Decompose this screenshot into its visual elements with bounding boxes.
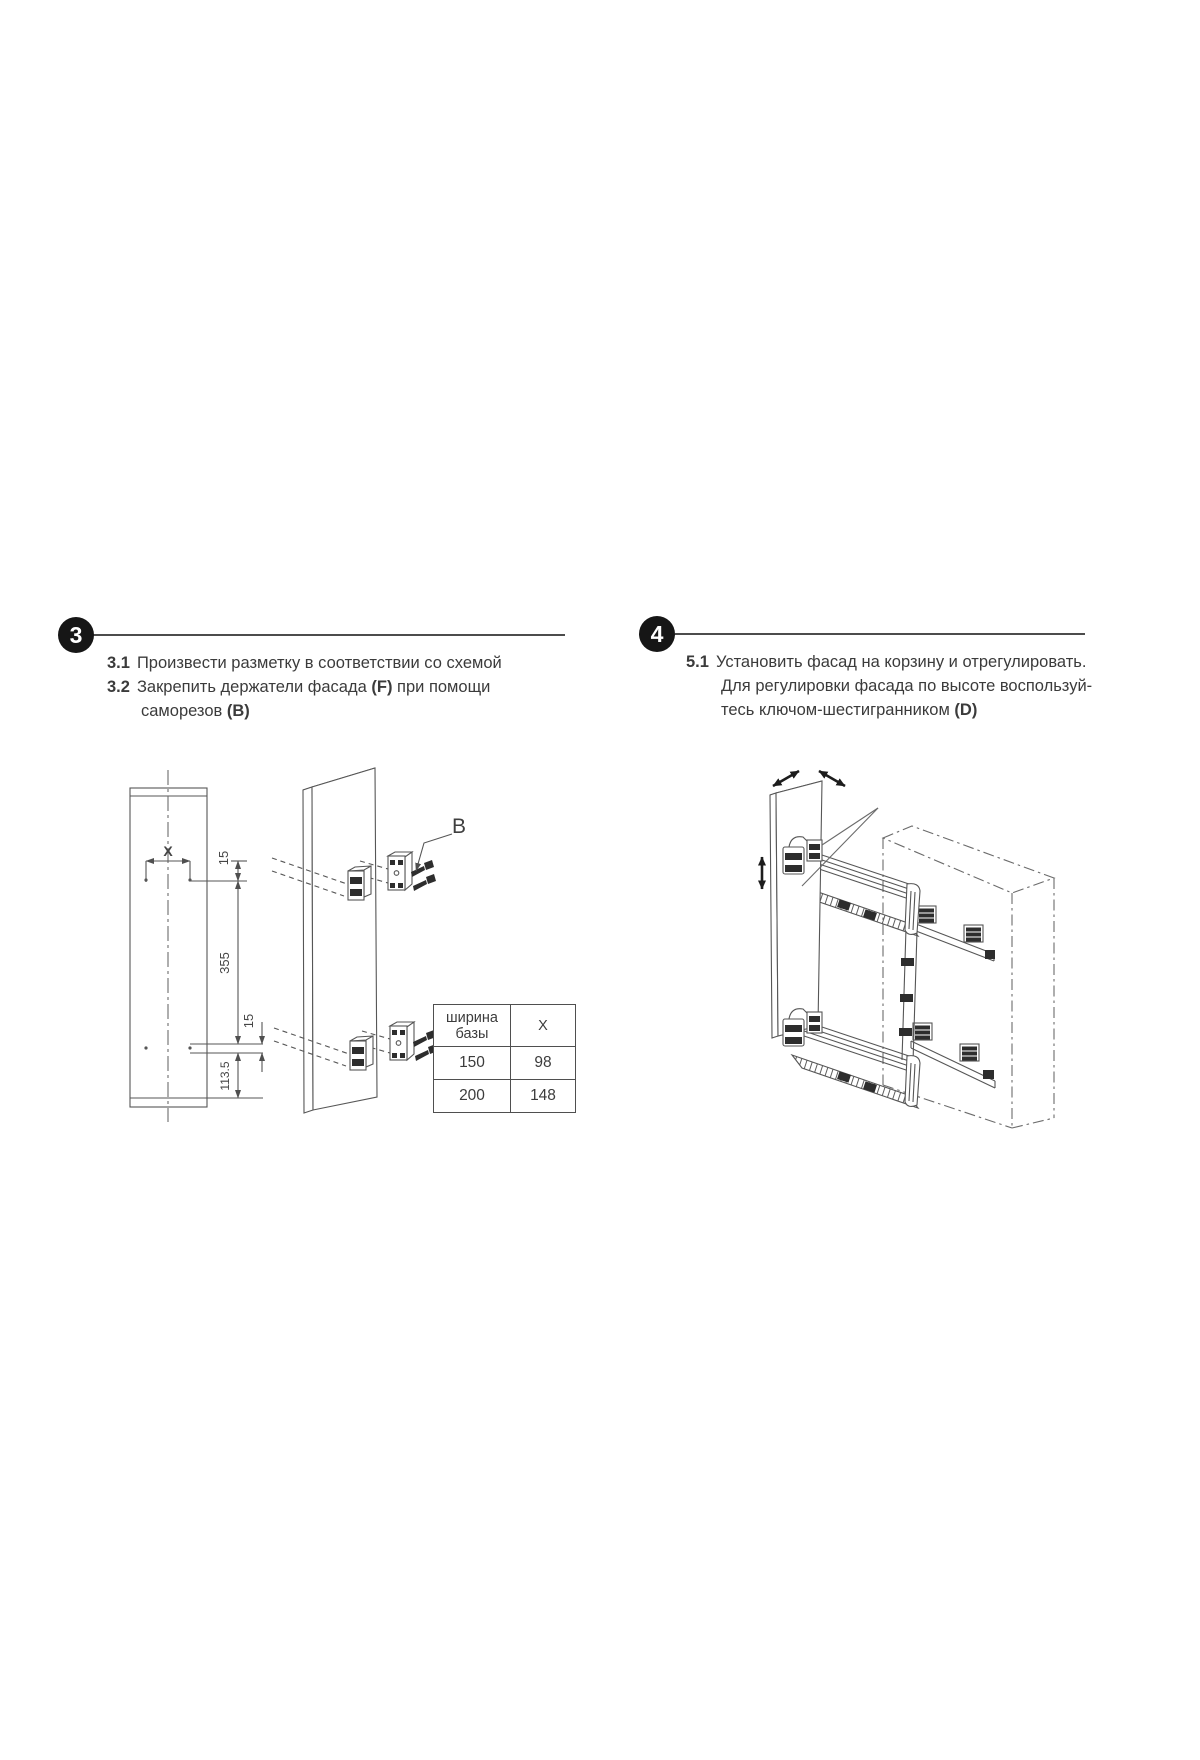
size-table-header-x: X	[511, 1005, 576, 1047]
label-b: B	[451, 815, 467, 838]
dimension-lines	[146, 861, 263, 1098]
step3-line2-text: Закрепить держатели фасада	[136, 678, 372, 696]
step4-line2-text: Для регулировки фасада по высоте воспользуй-	[721, 677, 1093, 695]
mounting-rails	[911, 906, 995, 1088]
cell-base-150: 150	[434, 1047, 511, 1080]
size-table-row-200	[434, 1080, 576, 1113]
step3-line1	[107, 651, 547, 675]
tilt-arrow-left	[773, 771, 799, 786]
size-table-header-row	[434, 1005, 576, 1047]
step4-badge: 4	[639, 616, 675, 652]
step4-instructions	[686, 650, 1093, 722]
cell-base-200: 200	[434, 1080, 511, 1113]
part-ref-f: (F)	[371, 678, 393, 696]
assembly-diagram	[762, 771, 1054, 1128]
size-table-header-base-width: ширина базы	[434, 1005, 511, 1047]
step4-line1-text: Установить фасад на корзину и отрегулировать.	[715, 653, 1087, 671]
step4-line2	[686, 674, 1093, 698]
size-table-row-150	[434, 1047, 576, 1080]
dim-15-bottom-label: 15	[241, 1013, 256, 1029]
step3-line1-text: Произвести разметку в соответствии со схемой	[136, 654, 502, 672]
cell-x-148: 148	[511, 1080, 576, 1113]
dim-x-label: X	[163, 843, 173, 859]
step3-line3	[107, 699, 547, 723]
step4-line1	[686, 650, 1086, 674]
step4-line3	[686, 698, 1086, 722]
step3-instructions	[107, 651, 547, 723]
part-ref-d: (D)	[954, 701, 978, 719]
label-b-leader	[416, 834, 452, 871]
dim-113-label: 113.5	[218, 1061, 232, 1091]
dim-355-label: 355	[217, 952, 232, 974]
step3-rule	[93, 634, 565, 636]
facade-front-panel	[770, 781, 822, 1038]
step3-line2	[107, 675, 547, 699]
step4-line1-number: 5.1	[686, 653, 709, 671]
step3-line1-number: 3.1	[107, 654, 130, 672]
tilt-arrow-right	[819, 771, 845, 786]
step4-rule	[675, 633, 1085, 635]
cell-x-98: 98	[511, 1047, 576, 1080]
marking-diagram	[130, 770, 263, 1122]
part-ref-b: (B)	[226, 702, 250, 720]
step3-badge: 3	[58, 617, 94, 653]
step4-line3-text: тесь ключом-шестигранником	[721, 701, 955, 719]
size-table	[433, 1004, 576, 1113]
step3-line2-number: 3.2	[107, 678, 130, 696]
dim-15-top-label: 15	[216, 850, 231, 866]
step3-line3-text: саморезов	[141, 702, 227, 720]
step3-line2-text-cont: при помощи	[392, 678, 491, 696]
